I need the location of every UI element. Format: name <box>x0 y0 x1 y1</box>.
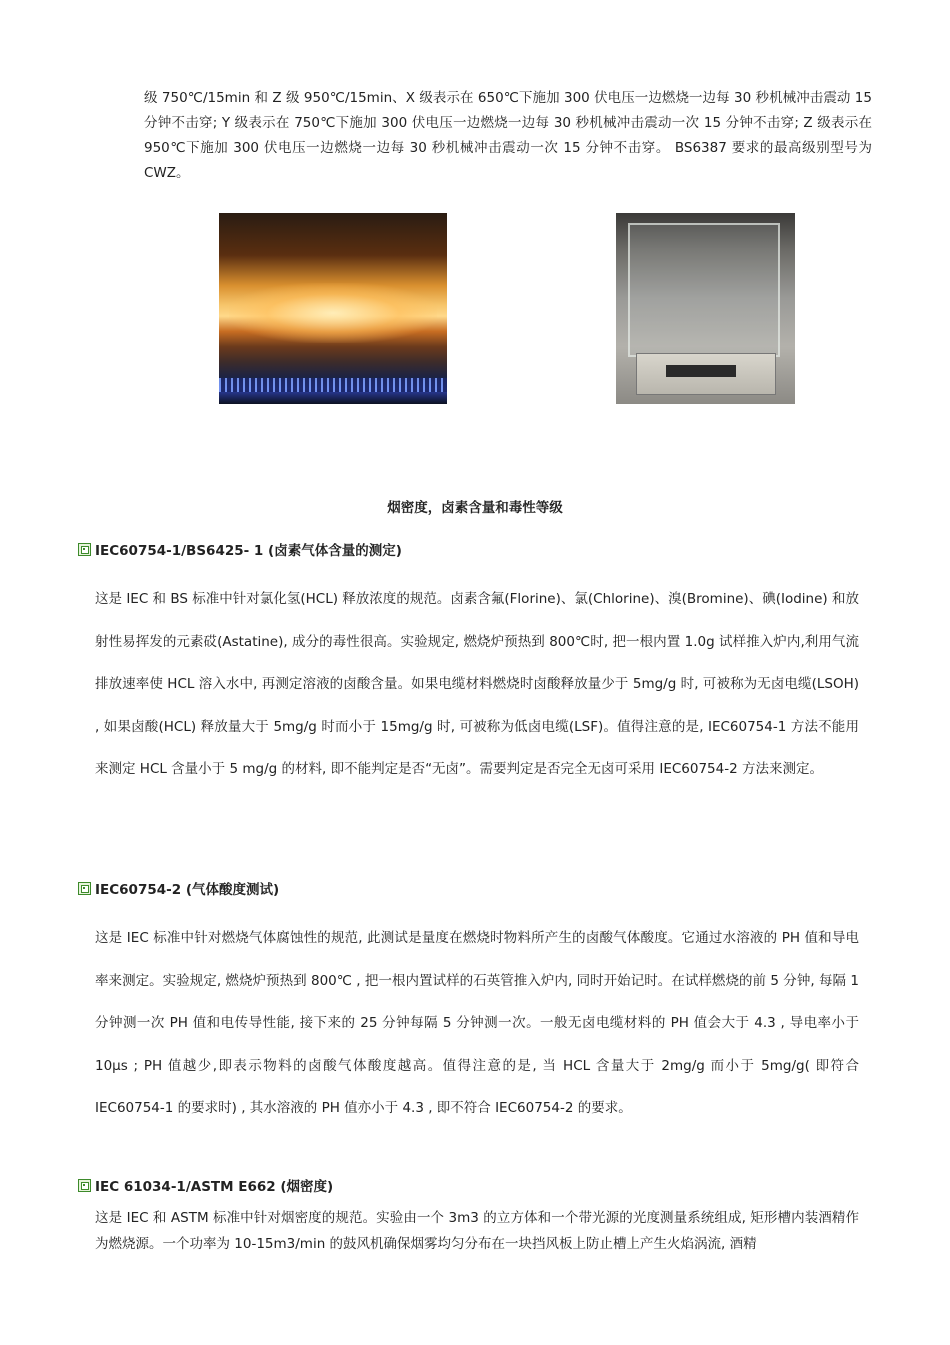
paragraph-iec60754-2 <box>95 917 859 1130</box>
glass-enclosure <box>628 223 780 357</box>
paragraph-iec61034-1 <box>95 1205 859 1257</box>
document-icon <box>78 543 91 556</box>
heading-text: IEC60754-2 (气体酸度测试) <box>95 882 280 898</box>
document-icon <box>78 882 91 895</box>
heading-iec60754-1 <box>78 539 402 559</box>
paragraph-text: 这是 IEC 标准中针对燃烧气体腐蚀性的规范, 此测试是量度在燃烧时物料所产生的卤酸气体酸度。它通过水溶液的 PH 值和导电率来测定。实验规定, 燃烧炉预热到 800℃ , 把一根内置试样的石英管推入炉内, 同时开始记时。在试样燃烧的前 5 分钟, 每隔 1 分钟测一次 PH 值和电传导性能, 接下来的 25 分钟每隔 5 分钟测一次。一般无卤电缆材料的 PH 值会大于 4.3 , 导电率小于 10μs ; PH 值越少,即表示物料的卤酸气体酸度越高。值得注意的是, 当 HCL 含量大于 2mg/g 而小于 5mg/g( 即符合 IEC60754-1 的要求时) , 其水溶液的 PH 值亦小于 4.3 , 即不符合 IEC60754-2 的要求。 <box>95 930 859 1116</box>
intro-paragraph <box>144 86 872 186</box>
paragraph-text: 这是 IEC 和 BS 标准中针对氯化氢(HCL) 释放浓度的规范。卤素含氟(Florine)、氯(Chlorine)、溴(Bromine)、碘(Iodine) 和放射性易挥发的元素砹(Astatine), 成分的毒性很高。实验规定, 燃烧炉预热到 800℃时, 把一根内置 1.0g 试样推入炉内,利用气流排放速率使 HCL 溶入水中, 再测定溶液的卤酸含量。如果电缆材料燃烧时卤酸释放量少于 5mg/g 时, 可被称为无卤电缆(LSOH) , 如果卤酸(HCL) 释放量大于 5mg/g 时而小于 15mg/g 时, 可被称为低卤电缆(LSF)。值得注意的是, IEC60754-1 方法不能用来测定 HCL 含量小于 5 mg/g 的材料, 即不能判定是否“无卤”。需要判定是否完全无卤可采用 IEC60754-2 方法来测定。 <box>95 591 859 777</box>
paragraph-iec60754-1 <box>95 578 859 791</box>
balance-apparatus-photo <box>616 213 795 404</box>
balance-display <box>666 365 736 377</box>
heading-iec60754-2 <box>78 878 279 898</box>
heading-text: IEC 61034-1/ASTM E662 (烟密度) <box>95 1179 334 1195</box>
paragraph-text: 这是 IEC 和 ASTM 标准中针对烟密度的规范。实验由一个 3m3 的立方体和一个带光源的光度测量系统组成, 矩形槽内装酒精作为燃烧源。一个功率为 10-15m3/min 的鼓风机确保烟雾均匀分布在一块挡风板上防止槽上产生火焰涡流, 酒精 <box>95 1210 859 1252</box>
flame-test-photo <box>219 213 447 404</box>
heading-iec61034-1 <box>78 1175 333 1195</box>
section-title: 烟密度，卤素含量和毒性等级 <box>387 500 563 516</box>
document-icon <box>78 1179 91 1192</box>
intro-text: 级 750℃/15min 和 Z 级 950℃/15min、X 级表示在 650℃下施加 300 伏电压一边燃烧一边每 30 秒机械冲击震动 15 分钟不击穿; Y 级表示在 750℃下施加 300 伏电压一边燃烧一边每 30 秒机械冲击震动一次 15 分钟不击穿; Z 级表示在 950℃下施加 300 伏电压一边燃烧一边每 30 秒机械冲击震动一次 15 分钟不击穿。 BS6387 要求的最高级别型号为 CWZ。 <box>144 90 872 181</box>
burner-flames <box>219 378 447 392</box>
heading-text: IEC60754-1/BS6425- 1 (卤素气体含量的测定) <box>95 543 402 559</box>
flame-glow <box>229 283 437 343</box>
